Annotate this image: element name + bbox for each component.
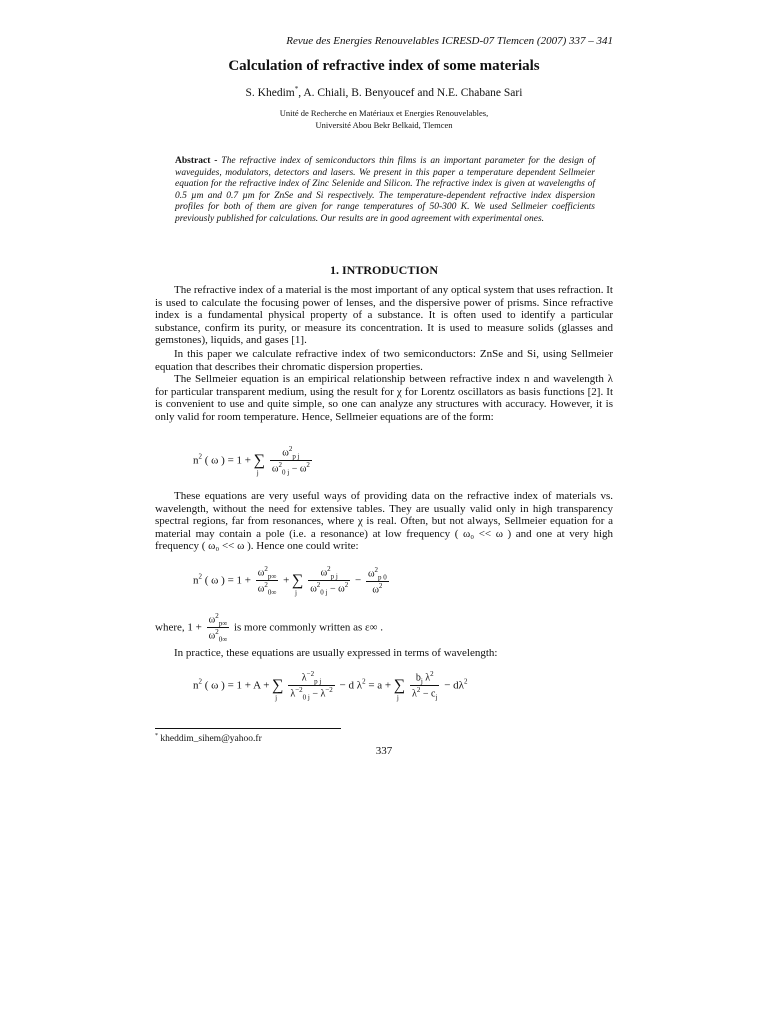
journal-header: Revue des Energies Renouvelables ICRESD-07 Tlemcen (2007) 337 – 341 <box>286 35 613 47</box>
abstract <box>175 156 595 226</box>
footnote <box>155 733 262 744</box>
author-footnote-mark: * <box>294 85 299 93</box>
equation-sellmeier-wavelength: $n^2$ ( ω ) = 1 + A + ∑ j $\frac{\lambda^{-2}_{p j}}{\lambda^{-2}_{0 j} - \lambda^{-2}}$ − d $\lambda^2 = a$ + ∑ j $\frac{b_j \lambda^2}{\lambda^2 - c_j}$ − $d\lambda^2$ <box>193 670 468 702</box>
footnote-email: kheddim_sihem@yahoo.fr <box>160 734 262 745</box>
where-label: where, <box>155 621 185 634</box>
paper-title: Calculation of refractive index of some materials <box>228 58 540 74</box>
author-list <box>0 85 768 99</box>
equation-sellmeier-frequency: $n^2$ ( ω ) = 1 + ∑ j $\frac{\omega^2_{p j}}{\omega^2_{0 j} - \omega^2}$ <box>193 445 310 477</box>
footnote-mark: * <box>155 733 158 739</box>
paragraph-5: In practice, these equations are usually expressed in terms of wavelength: <box>174 647 498 659</box>
affiliation-line-2: Université Abou Bekr Belkaid, Tlemcen <box>315 120 453 130</box>
paragraph-1: The refractive index of a material is the most important of any optical system that uses refraction. It is used to calculate the focusing power of lenses, and the dispersive power of prisms. Since refractive index is a fundamental physical property of a substance. It is often used to identify a particular substance, confirm its purity, or measure its concentration. It is used to measure solids (glasses and gemstones), liquids, and gases [1]. <box>155 284 613 347</box>
where-line: where, 1 + $\frac{\omega^2_{p\infty}}{\omega^2_{0\infty}}$ is more commonly written as ε∞ . <box>155 612 383 644</box>
where-text: is more commonly written as ε∞ . <box>233 621 383 634</box>
author-first: S. Khedim <box>245 86 295 99</box>
paragraph-3: The Sellmeier equation is an empirical relationship between refractive index n and wavelength λ for particular transparent medium, using the result for χ for Lorentz oscillators as basis functions [2]. It is convenient to use and quite simple, so one can analyze any structures with accuracy. However, it is only valid for room temperature. Hence, Sellmeier equations are of the form: <box>155 373 613 423</box>
affiliation-line-1: Unité de Recherche en Matériaux et Energies Renouvelables, <box>279 108 489 118</box>
paragraph-4: These equations are very useful ways of providing data on the refractive index of materials vs. wavelength, without the need for extensive tables. They are usually valid only in high transparency spectral regions, far from resonances, where χ is real. Often, but not always, Sellmeier equation for a material may contain a pole (i.e. a resonance) at low frequency ( ω₀ << ω ) and one at very high frequency ( ω₀ << ω ). Hence one could write: <box>155 490 613 553</box>
section-heading-introduction: 1. INTRODUCTION <box>329 263 438 277</box>
abstract-text: The refractive index of semiconductors thin films is an important parameter for the design of waveguides, modulators, detectors and lasers. We present in this paper a temperature dependent Sellmeier equation for the refractive index of Zinc Selenide and Silicon. The refractive index is given at wavelengths of 0.5 µm and 0.7 µm for ZnSe and Si respectively. The temperature-dependent refractive index dispersion profiles for both of them are given for range temperatures of 50-300 K. We used Sellmeier coefficients previously published for calculations. Our results are in good agreement with experimental ones. <box>175 156 596 224</box>
paragraph-2: In this paper we calculate refractive index of two semiconductors: ZnSe and Si, using Sellmeier equation that describes their chromatic dispersion properties. <box>155 348 613 373</box>
footnote-rule <box>155 728 341 729</box>
page-number: 337 <box>375 745 393 757</box>
abstract-label: Abstract - <box>175 156 218 166</box>
author-rest: , A. Chiali, B. Benyoucef and N.E. Chabane Sari <box>298 86 523 99</box>
equation-sellmeier-poles: $n^2$ ( ω ) = 1 + $\frac{\omega^2_{p\infty}}{\omega^2_{0\infty}}$ + ∑ j $\frac{\omega^2_{p j}}{\omega^2_{0 j} - \omega^2}$ − $\frac{\omega^2_{p 0}}{\omega^2}$ <box>193 565 387 597</box>
